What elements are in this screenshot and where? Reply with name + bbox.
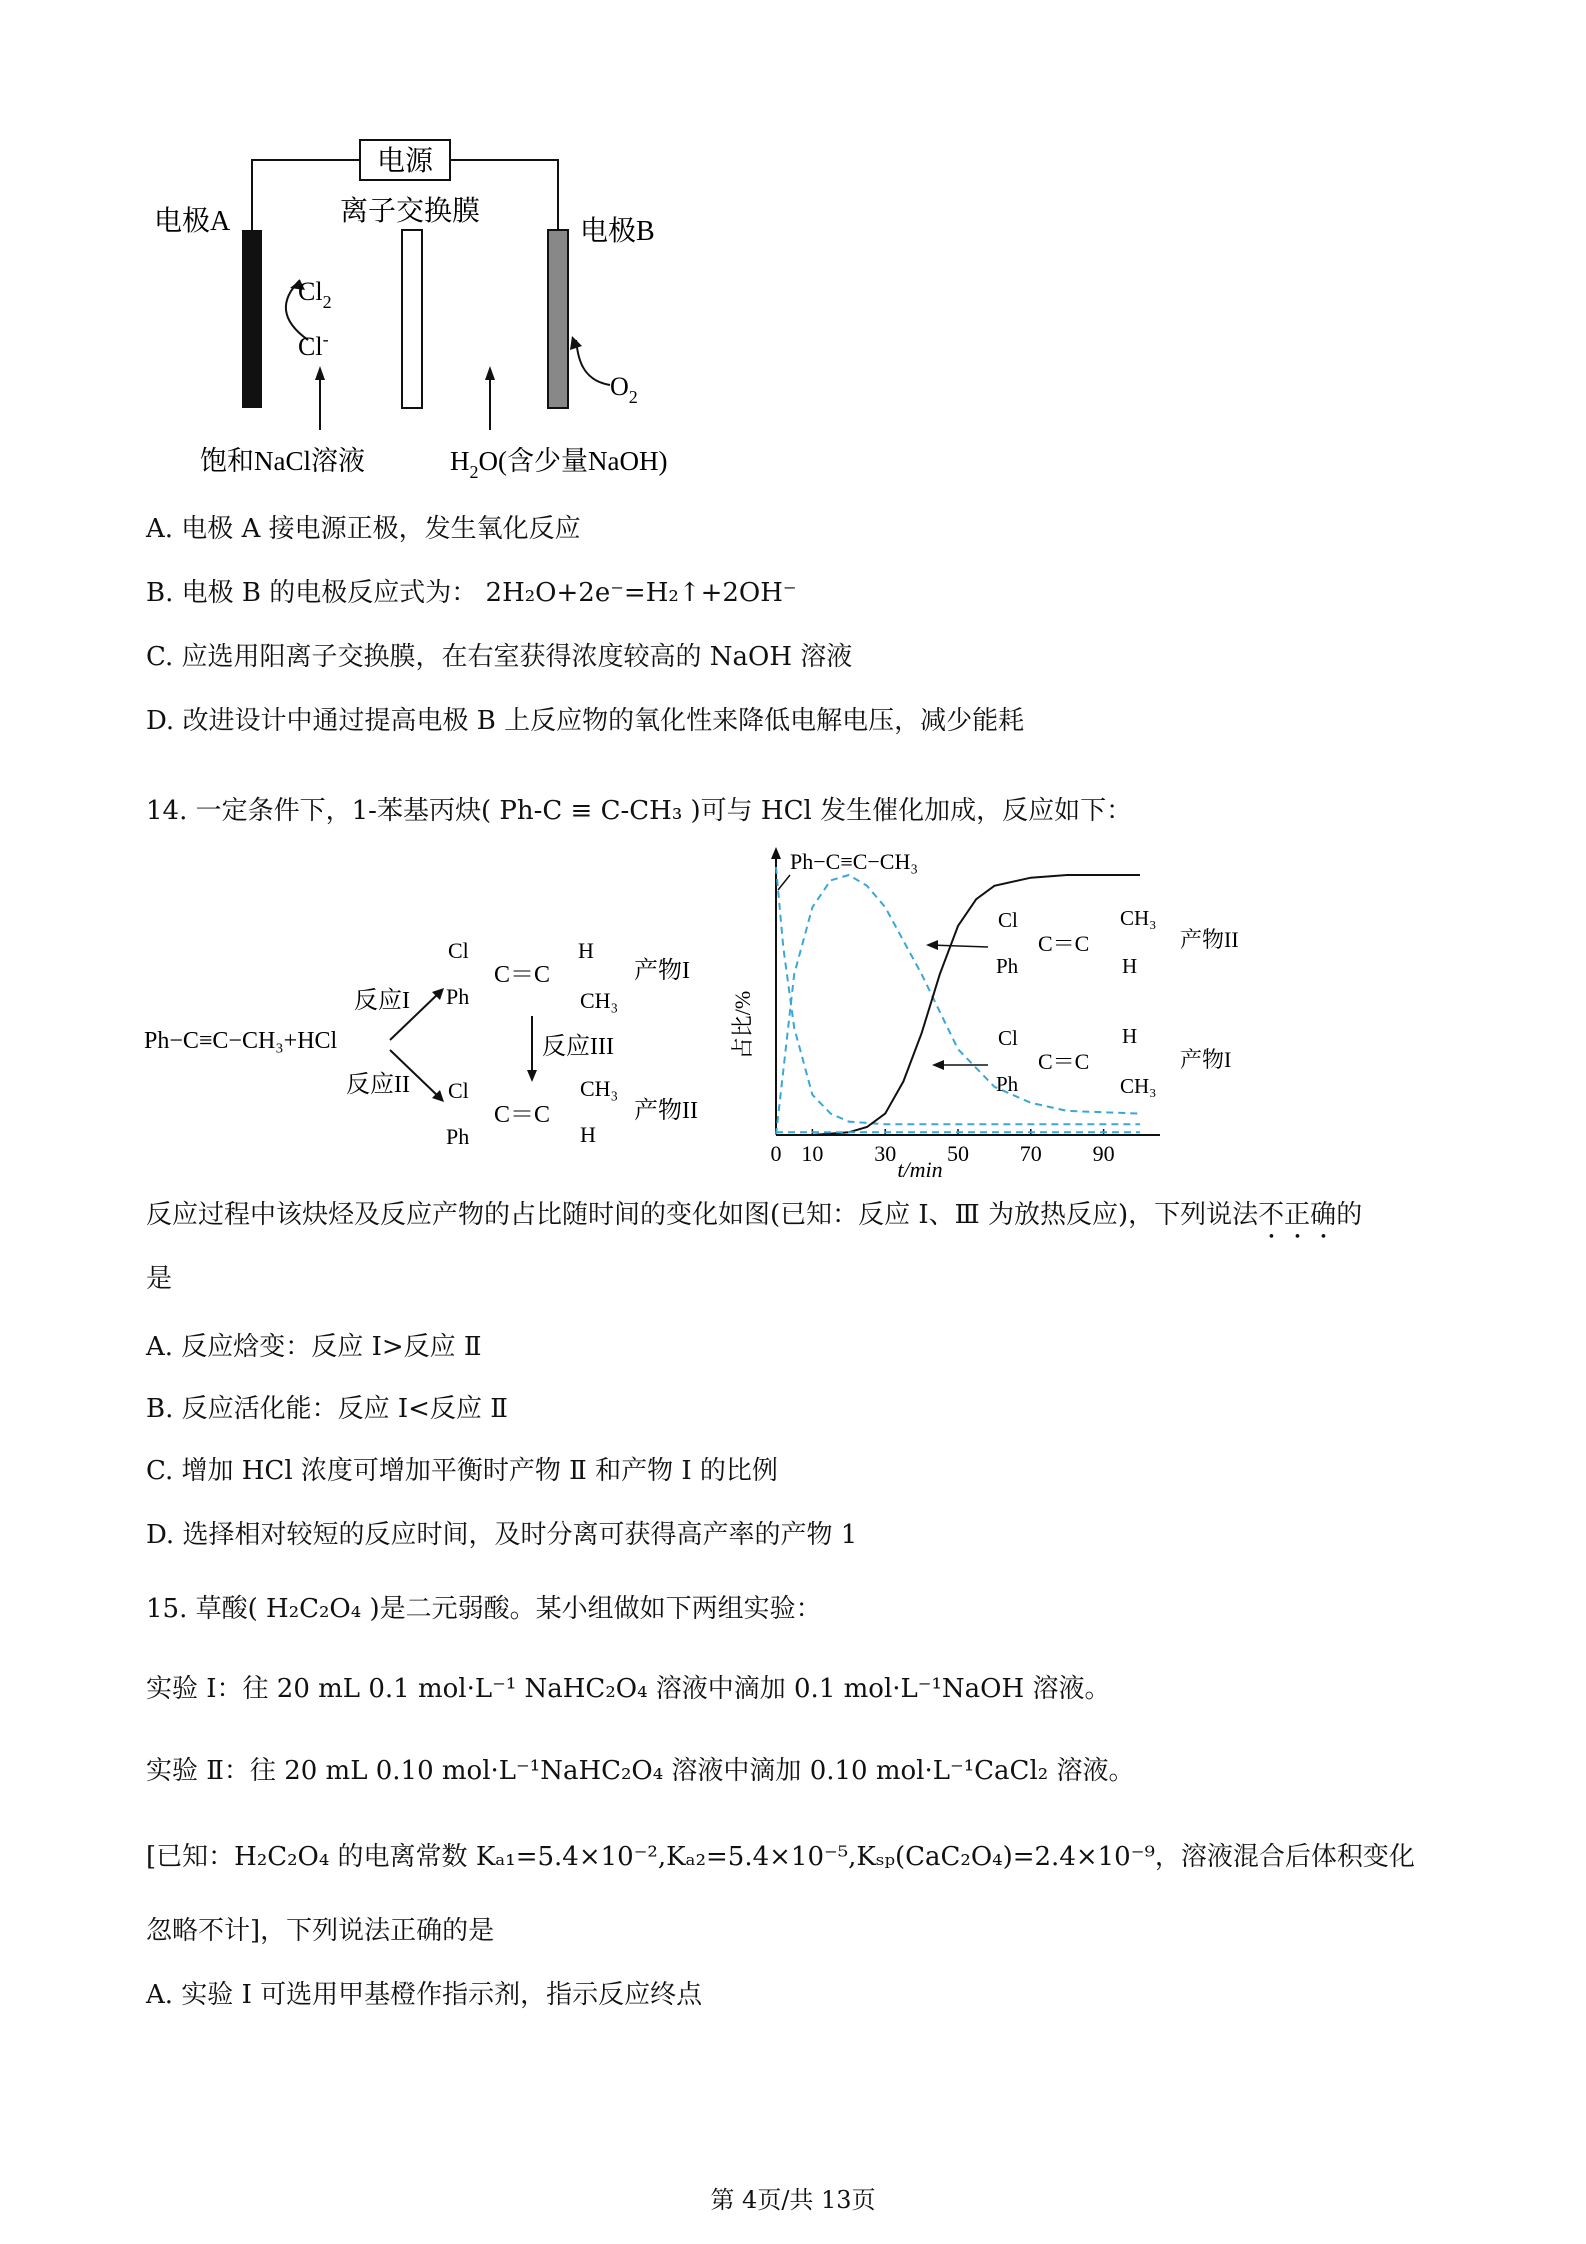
- p1-ph: Ph: [446, 984, 470, 1009]
- q15-known2: 忽略不计]，下列说法正确的是: [146, 1916, 495, 1946]
- chart-label-p2-h: H: [1122, 954, 1138, 978]
- chart-label-p2-ph: Ph: [996, 954, 1019, 978]
- q14-text-1: 反应过程中该炔烃及反应产物的占比随时间的变化如图(已知：反应 I、Ⅲ 为放热反应)，下列说法不正确的: [146, 1200, 1363, 1230]
- power-label: 电源: [376, 146, 434, 177]
- q13-option-b: B. 电极 B 的电极反应式为： 2H₂O+2e⁻=H₂↑+2OH⁻: [146, 578, 797, 608]
- chart-ylabel: 占比/%: [730, 990, 755, 1060]
- o2-label: $O_2$: [610, 372, 638, 407]
- p1-ch3: CH₃: [580, 988, 619, 1013]
- electrode-b-label: 电极B: [580, 216, 655, 247]
- chart-label-p1-ph: Ph: [996, 1072, 1019, 1096]
- q14-option-c: C. 增加 HCl 浓度可增加平衡时产物 Ⅱ 和产物 I 的比例: [146, 1456, 778, 1486]
- o2-arrowhead: [570, 336, 582, 350]
- clminus-label: Cl-: [298, 329, 329, 361]
- emphasis-text: 不正确: [1258, 1200, 1337, 1230]
- page-footer: 第 4页/共 13页: [710, 2186, 876, 2214]
- q13-option-c: C. 应选用阳离子交换膜，在右室获得浓度较高的 NaOH 溶液: [146, 642, 853, 672]
- q13-option-a: A. 电极 A 接电源正极，发生氧化反应: [146, 514, 581, 544]
- p2-cc: C＝C: [494, 1102, 551, 1128]
- chart-label-p1-h: H: [1122, 1024, 1138, 1048]
- q14-text-2: 是: [146, 1264, 173, 1294]
- q15-stem: 15. 草酸( H₂C₂O₄ )是二元弱酸。某小组做如下两组实验：: [146, 1594, 822, 1624]
- label-reaction3: 反应III: [542, 1034, 614, 1060]
- chart-label-p1-cc: C＝C: [1038, 1049, 1090, 1074]
- chart-label-p1-cl: Cl: [998, 1026, 1018, 1050]
- p1-h: H: [578, 938, 594, 963]
- feed-arrowhead-left: [315, 366, 325, 380]
- chart-label-p2-cl: Cl: [998, 908, 1018, 932]
- p1-cc: C＝C: [494, 962, 551, 988]
- scheme-reactant: Ph−C≡C−CH₃+HCl: [144, 1028, 338, 1054]
- time-profile-chart: [720, 845, 1280, 1185]
- p1-cl: Cl: [448, 938, 469, 963]
- q13-option-d: D. 改进设计中通过提高电极 B 上反应物的氧化性来降低电解电压，减少能耗: [146, 706, 1025, 736]
- chart-x-tick-label: 10: [801, 1141, 824, 1166]
- cl2-label: $Cl_2$: [298, 277, 332, 312]
- p2-ch3: CH₃: [580, 1076, 619, 1101]
- membrane-label: 离子交换膜: [339, 196, 481, 227]
- chart-x-tick-label: 90: [1092, 1141, 1115, 1166]
- chart-y-axis-arrow: [771, 847, 781, 859]
- q14-option-b: B. 反应活化能：反应 I<反应 Ⅱ: [146, 1394, 508, 1424]
- electrode-a-label: 电极A: [154, 206, 231, 237]
- reaction-scheme: [140, 930, 740, 1160]
- label-reaction1: 反应I: [354, 988, 410, 1014]
- q15-known: [已知：H₂C₂O₄ 的电离常数 Kₐ₁=5.4×10⁻²,Kₐ₂=5.4×10⁻⁵,Kₛₚ(CaC₂O₄)=2.4×10⁻⁹，溶液混合后体积变化: [146, 1842, 1415, 1872]
- chart-label-p2-cc: C＝C: [1038, 931, 1090, 956]
- chart-x-tick-label: 50: [947, 1141, 969, 1166]
- p2-cl: Cl: [448, 1078, 469, 1103]
- chart-series--i: [776, 875, 1140, 1135]
- arrowhead-reaction3: [527, 1070, 537, 1082]
- p1-label: 产物I: [634, 958, 690, 984]
- electrolysis-diagram: [140, 130, 760, 490]
- chart-label-p1-ch3: CH₃: [1120, 1074, 1157, 1098]
- chart-arrow-alkyne: [778, 875, 790, 890]
- p2-ph: Ph: [446, 1124, 470, 1149]
- chart-label-p2: 产物II: [1180, 927, 1239, 952]
- label-reaction2: 反应II: [346, 1072, 410, 1098]
- q15-exp2: 实验 Ⅱ：往 20 mL 0.10 mol·L⁻¹NaHC₂O₄ 溶液中滴加 0.10 mol·L⁻¹CaCl₂ 溶液。: [146, 1756, 1135, 1786]
- membrane: [402, 230, 422, 408]
- chart-x-tick-label: 0: [770, 1141, 782, 1166]
- q14-option-d: D. 选择相对较短的反应时间，及时分离可获得高产率的产物 1: [146, 1520, 858, 1550]
- left-feed-label: 饱和NaCl溶液: [200, 446, 365, 476]
- chart-arrowhead-p1: [932, 1060, 944, 1070]
- q15-exp1: 实验 I：往 20 mL 0.1 mol·L⁻¹ NaHC₂O₄ 溶液中滴加 0.1 mol·L⁻¹NaOH 溶液。: [146, 1674, 1111, 1704]
- chart-label-p1: 产物I: [1180, 1047, 1232, 1072]
- p2-label: 产物II: [634, 1098, 698, 1124]
- electrode-a: [242, 230, 262, 408]
- p2-h: H: [580, 1122, 596, 1147]
- right-feed-label: $H_2O$(含少量NaOH): [450, 446, 668, 482]
- chart-series--ii: [776, 875, 1140, 1135]
- chart-x-tick-label: 70: [1019, 1141, 1042, 1166]
- chart-series-ph-c-c-ch-: [776, 867, 1140, 1124]
- q14-option-a: A. 反应焓变：反应 I>反应 Ⅱ: [146, 1332, 482, 1362]
- q15-option-a: A. 实验 I 可选用甲基橙作指示剂，指示反应终点: [146, 1980, 703, 2010]
- chart-label-p2-ch3: CH₃: [1120, 906, 1157, 930]
- feed-arrowhead-right: [485, 366, 495, 380]
- chart-x-tick-label: 30: [874, 1141, 897, 1166]
- chart-xlabel: t/min: [897, 1157, 943, 1182]
- chart-arrowhead-p2: [926, 940, 938, 950]
- chart-label-alkyne: Ph−C≡C−CH₃: [790, 849, 919, 874]
- q14-stem: 14. 一定条件下，1-苯基丙炔( Ph-C ≡ C-CH₃ )可与 HCl 发生催化加成，反应如下：: [146, 796, 1133, 826]
- o2-arrow: [576, 340, 610, 385]
- chart-arrow-p2: [930, 945, 988, 947]
- electrode-b: [548, 230, 568, 408]
